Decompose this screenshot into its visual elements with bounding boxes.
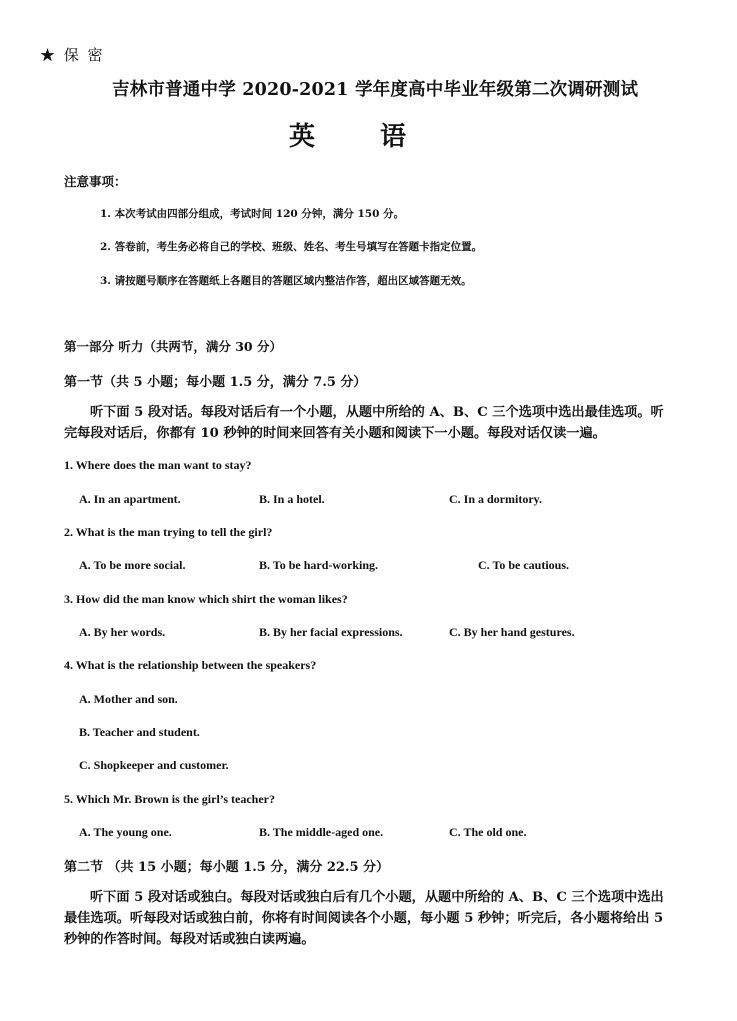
notice-item-1: 1. 本次考试由四部分组成，考试时间 120 分钟，满分 150 分。 <box>100 208 405 220</box>
question-1-option-c: C. In a dormitory. <box>449 492 542 506</box>
question-5-option-b: B. The middle-aged one. <box>259 825 384 839</box>
question-2-option-a: A. To be more social. <box>79 558 186 572</box>
question-1-option-a: A. In an apartment. <box>79 492 181 506</box>
question-4-option-c: C. Shopkeeper and customer. <box>79 758 229 772</box>
section2-instructions: 听下面 5 段对话或独白。每段对话或独白后有几个小题，从题中所给的 A、B、C 三个选项中选出最佳选项。听每段对话或独白前，你将有时间阅读各个小题，每小题 5 秒钟；听完后，各小题将给出 5 秒钟的作答时间。每段对话或独白读两遍。 <box>64 890 664 947</box>
section2-heading: 第二节 （共 15 小题；每小题 1.5 分，满分 22.5 分） <box>64 860 390 875</box>
notice-heading: 注意事项： <box>64 174 127 189</box>
question-3-option-a: A. By her words. <box>79 625 166 639</box>
question-4-option-a: A. Mother and son. <box>79 692 178 706</box>
question-4-stem: 4. What is the relationship between the speakers? <box>64 658 317 672</box>
question-3-option-b: B. By her facial expressions. <box>259 625 403 639</box>
question-1-stem: 1. Where does the man want to stay? <box>64 458 252 472</box>
question-2-stem: 2. What is the man trying to tell the girl? <box>64 525 273 539</box>
question-5-stem: 5. Which Mr. Brown is the girl’s teacher? <box>64 792 275 806</box>
question-2-option-b: B. To be hard-working. <box>259 558 379 572</box>
confidential-mark: ★ 保 密 <box>40 46 105 64</box>
question-5-option-c: C. The old one. <box>449 825 527 839</box>
question-2-option-c: C. To be cautious. <box>478 558 570 572</box>
question-3-option-c: C. By her hand gestures. <box>449 625 575 639</box>
subject-title: 英 语 <box>289 122 435 152</box>
notice-item-3: 3. 请按题号顺序在答题纸上各题目的答题区域内整洁作答，超出区域答题无效。 <box>100 275 472 287</box>
part1-heading: 第一部分 听力（共两节，满分 30 分） <box>64 339 282 354</box>
question-1-option-b: B. In a hotel. <box>259 492 325 506</box>
section1-heading: 第一节（共 5 小题；每小题 1.5 分，满分 7.5 分） <box>64 375 367 390</box>
exam-title: 吉林市普通中学 2020-2021 学年度高中毕业年级第二次调研测试 <box>112 80 639 100</box>
question-3-stem: 3. How did the man know which shirt the woman likes? <box>64 592 348 606</box>
question-4-option-b: B. Teacher and student. <box>79 725 200 739</box>
section1-instructions: 听下面 5 段对话。每段对话后有一个小题，从题中所给的 A、B、C 三个选项中选出最佳选项。听完每段对话后，你都有 10 秒钟的时间来回答有关小题和阅读下一小题。每段对话仅读一遍。 <box>64 405 664 441</box>
notice-item-2: 2. 答卷前，考生务必将自己的学校、班级、姓名、考生号填写在答题卡指定位置。 <box>100 241 483 253</box>
question-5-option-a: A. The young one. <box>79 825 172 839</box>
